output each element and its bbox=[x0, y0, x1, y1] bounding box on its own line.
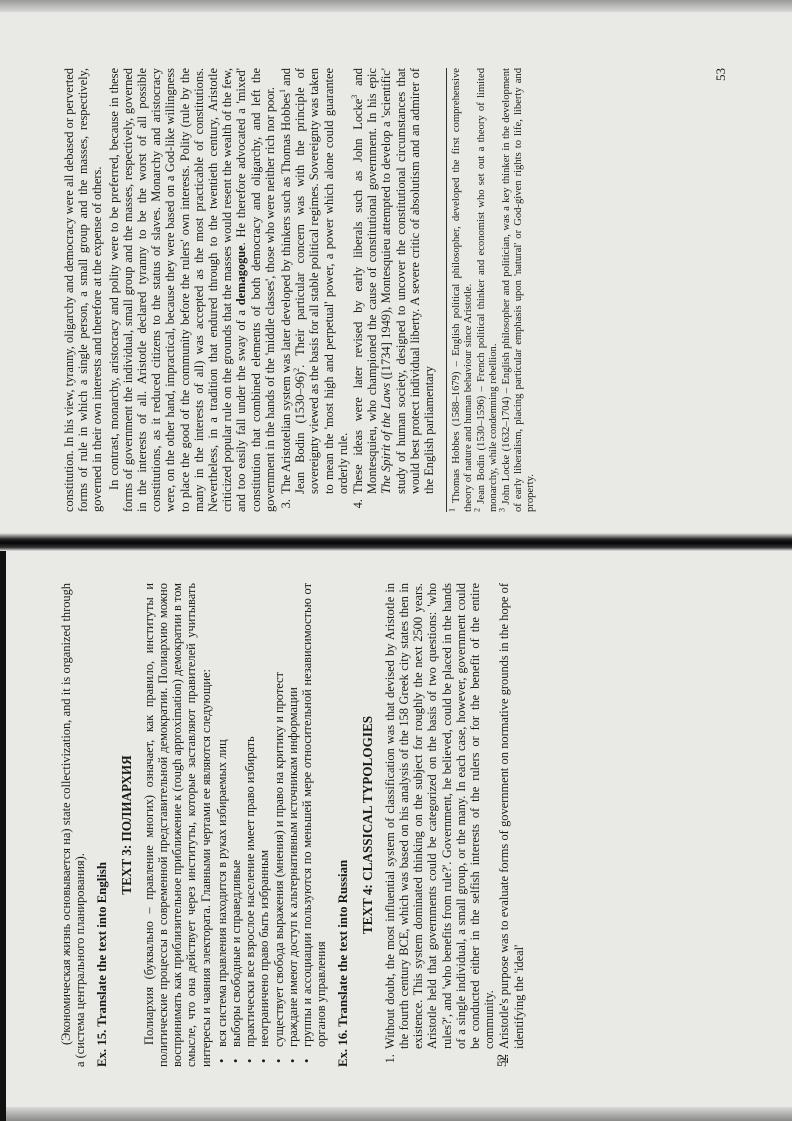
footnote-mark: 1 bbox=[447, 508, 457, 512]
item-4-text-c: ([1734] 1949), Montesquieu attempted to develop a 'scientific' study of human society, designed to uncover the constitutional circumstances that would best protect individual liberty. A severe critic of absolutism and an admirer of the English parliamentary bbox=[379, 68, 437, 494]
footnote-text: Jean Bodin (1530–1596) – French political thinker and economist who set out a theory of limited monarchy, while condemning rebellion. bbox=[476, 68, 500, 512]
text-3-bullet-list bbox=[215, 583, 329, 1067]
text-4-numbered-list-continued bbox=[279, 68, 436, 512]
footnote-mark: 2 bbox=[472, 508, 482, 512]
bold-term: demagogue bbox=[234, 245, 249, 306]
footnote-ref-2: 2 bbox=[292, 367, 302, 372]
page-number: 52 bbox=[493, 1054, 509, 1067]
scan-edge-bottom bbox=[0, 1107, 792, 1121]
text-4-title: TEXT 4: CLASSICAL TYPOLOGIES bbox=[359, 715, 375, 935]
item-4-text-a: These ideas were later revised by early liberals such as John Locke bbox=[351, 98, 366, 494]
contrast-paragraph bbox=[107, 68, 277, 512]
footnote-3 bbox=[497, 68, 537, 512]
item-3-text-b: and Jean Bodin (1530–96) bbox=[279, 68, 308, 494]
contrast-text-b: . He therefore advocated a 'mixed' constitution that combined elements of both democracy and oligarchy, and left the government in the hands of the 'middle classes', those who were neither rich nor poor. bbox=[234, 68, 277, 512]
footnote-ref-3: 3 bbox=[349, 94, 359, 99]
footnote-mark: 3 bbox=[497, 508, 507, 512]
book-title: The Spirit of the Laws bbox=[379, 382, 394, 494]
list-item: • граждане имеют доступ к альтернативным источникам информации bbox=[286, 583, 300, 1053]
page-number: 53 bbox=[713, 68, 728, 81]
list-item: • группы и ассоциации пользуются по меньшей мере относительной независимостью от органов управления bbox=[300, 583, 328, 1053]
list-item: • выборы свободные и справедливые bbox=[229, 583, 243, 1053]
list-item: • неограничено право быть избранным bbox=[257, 583, 271, 1053]
list-item: 1. Without doubt, the most influential system of classification was that devised by Aristotle in the fourth century BCE, which was based on his analysis of the 158 Greek city states then in existence. This system dominated thinking on the subject for roughly the next 2500 years. Aristotle held that governments could be categorized on the basis of two questions: 'who rules?', and 'who benefits from rule?'. Government, he believed, could be placed in the hands of a single individual, a small group, or the many. In each case, however, government could be conducted either in the selfish interests of the rulers or for the benefit of the entire community. bbox=[383, 583, 497, 1051]
intro-paragraph: (Экономическая жизнь основывается на) state collectivization, and it is organized through a (система центрального планирования). bbox=[59, 583, 88, 1067]
text-3-body: Полиархия (буквально – правление многих) означает, как правило, институты и политические процессы в современной представительной демократии. Полиархию можно воспринимать как приблизительное приближение к (rough approximation) демократии в том смысле, что она действует через институты, которые заставляют правителей учитывать интересы и чаяния электората. Главными чертами ее являются следующие: bbox=[141, 583, 213, 1067]
page-52 bbox=[55, 575, 526, 1075]
footnote-ref-1: 1 bbox=[277, 89, 287, 94]
list-item: • практически все взрослое население имеет право избирать bbox=[243, 583, 257, 1053]
text-3-title: TEXT 3: ПОЛИАРХИЯ bbox=[118, 755, 134, 895]
footnotes bbox=[446, 68, 537, 512]
list-item bbox=[279, 68, 350, 496]
exercise-15-heading: Ex. 15. Translate the text into English bbox=[95, 862, 110, 1067]
item-3-text-a: The Aristotelian system was later developed by thinkers such as Thomas Hobbes bbox=[279, 93, 294, 494]
footnote-text: Thomas Hobbes (1588–1679) – English political philosopher, developed the first comprehensive theory of nature and human behaviour since Aristotle. bbox=[451, 68, 475, 512]
page-53 bbox=[58, 60, 758, 520]
footnote-2 bbox=[472, 68, 500, 512]
scan-shadow-edge bbox=[0, 551, 6, 1121]
continuation-paragraph: constitution. In his view, tyranny, oligarchy and democracy were all debased or perverted forms of rule in which a single person, a small group and the masses, respectively, governed in their own interests and therefore at the expense of others. bbox=[62, 68, 105, 512]
contrast-text-a: In contrast, monarchy, aristocracy and polity were to be preferred, because in these forms of government the individual, small group and the masses, respectively, governed in the interests of all. Aristotle declared tyranny to be the worst of all possible constitutions, as it reduced citizens to the status of slaves. Monarchy and aristocracy were, on the other hand, impractical, because they were based on a God-like willingness to place the good of the community before the rulers' own interests. Polity (rule by the many in the interests of all) was accepted as the most practicable of constitutions. Nevertheless, in a tradition that endured through to the twentieth century, Aristotle criticized popular rule on the grounds that the masses would resent the wealth of the few, and too easily fall under the sway of a bbox=[106, 68, 249, 512]
text-4-numbered-list bbox=[383, 583, 526, 1067]
list-item: • существует свобода выражения (мнения) и право на критику и протест bbox=[272, 583, 286, 1053]
exercise-16-heading: Ex. 16. Translate the text into Russian bbox=[336, 859, 351, 1067]
book-gutter bbox=[0, 533, 792, 551]
list-item: • вся система правления находится в руках избираемых лиц bbox=[215, 583, 229, 1053]
list-item bbox=[351, 68, 436, 496]
footnote-1 bbox=[447, 68, 475, 512]
scan-edge-top bbox=[0, 0, 792, 12]
list-item: 2. Aristotle's purpose was to evaluate forms of government on normative grounds in the hope of identifying the 'ideal' bbox=[497, 583, 525, 1051]
item-3-text-c: . Their particular concern was with the principle of sovereignty viewed as the basis for all stable political regimes. Sovereignty was taken to mean the 'most high and perpetual' power, a power which alone could guarantee orderly rule. bbox=[293, 68, 350, 494]
item-4-text-b: and Montesquieu, who championed the cause of constitutional government. In his epic bbox=[351, 68, 380, 494]
footnote-text: John Locke (1632–1704) – English philosopher and politician, was a key thinker in the development of early liberalism, placing particular emphasis upon 'natural' or God-given rights to life, liberty and property. bbox=[501, 68, 537, 512]
